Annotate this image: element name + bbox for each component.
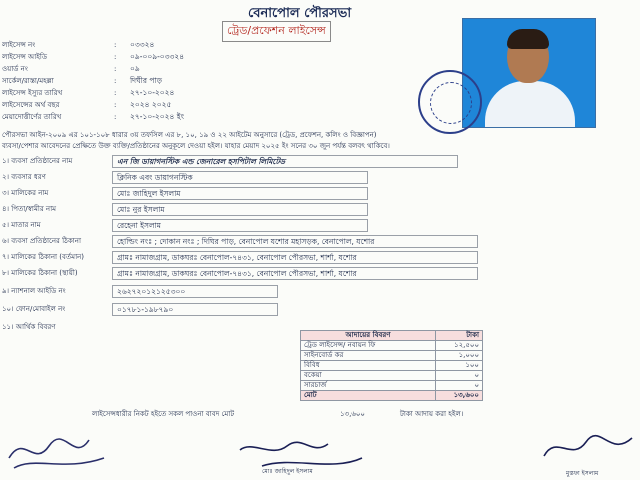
- owner-photo: [462, 18, 596, 128]
- left-signature-icon: [4, 428, 114, 476]
- info-label: ওয়ার্ড নং: [2, 65, 28, 73]
- right-signature-icon: [538, 428, 638, 468]
- table-row: ট্রেড লাইসেন্স/ নবায়ন ফি ১২,৫০০: [301, 341, 483, 351]
- info-label: লাইসেন্স নং: [2, 41, 36, 49]
- legal-statement: [2, 130, 636, 152]
- finance-label: ১১। আর্থিক বিবরণ: [2, 323, 56, 331]
- field-value: রেহেনা ইসলাম: [112, 219, 368, 232]
- license-type-title: ট্রেড/প্রফেশন লাইসেন্স: [222, 21, 331, 42]
- info-label: মেয়াদোত্তীর্ণের তারিখ: [2, 113, 62, 121]
- municipality-seal-icon: [418, 70, 482, 134]
- right-signatory-name: মুস্তফা ইসলাম: [566, 470, 599, 477]
- fee-table: [300, 330, 483, 401]
- fee-header-amount: টাকা: [436, 331, 483, 341]
- legal-line-1: পৌরসভা আইন-২০০৯ এর ১০১-১০৮ ধারার ৩য় তফসিল এর ৮, ১০, ১৯ ও ২২ আইটেম অনুসারে (ট্রেড, প্রফেশন, কলিং ও বিজ্ঞাপন): [2, 131, 377, 139]
- field-label: ৫। মাতার নাম: [2, 221, 41, 229]
- field-label: ৯। ন্যাশনাল আইডি নং: [2, 287, 66, 295]
- info-value: দিঘীর পাড়: [130, 76, 162, 85]
- info-label: সার্কেল/রাস্তা/মহল্লা: [2, 77, 54, 85]
- field-value: গ্রামঃ নামাজগ্রাম, ডাকঘরঃ বেনাপোল-৭৪৩১, বেনাপোল পৌরসভা, শার্শা, যশোর: [112, 267, 478, 280]
- info-value: ২০২৪ ২০২৫: [130, 100, 172, 109]
- legal-line-2: ব্যবসা/পেশার আবেদনের প্রেক্ষিতে উক্ত ব্যক্তি/প্রতিষ্ঠানের অনুকূলে দেওয়া হইল। যাহার মেয়াদ ২০২৫ ইং সনের ৩০ জুন পর্যন্ত বলবৎ থাকিবে।: [2, 142, 390, 150]
- payment-statement: লাইসেন্সধারীর নিকট হইতে সকল পাওনা বাবদ মোট ১৩,৬০০ টাকা আদায় করা হইল।: [92, 410, 464, 418]
- field-value: মোঃ নুর ইসলাম: [112, 203, 368, 216]
- field-value: ক্লিনিক এবং ডায়াগনস্টিক: [112, 171, 368, 184]
- validity-year: ২০২৫: [261, 142, 280, 150]
- payment-total: ১৩,৬০০: [340, 410, 365, 418]
- table-total-row: মোট ১৩,৬০০: [301, 391, 483, 401]
- info-value: ২৭-১০-২০২৪: [130, 88, 175, 97]
- middle-signatory-name: মোঃ জাহিদুল ইসলাম: [262, 468, 313, 475]
- field-value: গ্রামঃ নামাজগ্রাম, ডাকঘরঃ বেনাপোল-৭৪৩১, বেনাপোল পৌরসভা, শার্শা, যশোর: [112, 251, 478, 264]
- field-label: ৩। মালিকের নাম: [2, 189, 49, 197]
- table-row: সারচার্জ ০: [301, 381, 483, 391]
- info-label: লাইসেন্সের অর্থ বছর: [2, 101, 60, 109]
- field-label: ৮। মালিকের ঠিকানা (স্থায়ী): [2, 269, 78, 277]
- field-label: ৭। মালিকের ঠিকানা (বর্তমান): [2, 253, 85, 261]
- municipality-title: বেনাপোল পৌরসভা: [248, 6, 352, 21]
- field-value: মোঃ জাহিদুল ইসলাম: [112, 187, 368, 200]
- field-value: ২৬২৭২০১২১২৫৩০০: [112, 285, 278, 298]
- field-value: ০১৭৮১-১৯৮৭৯০: [112, 303, 278, 316]
- info-value: ২৭-১০-২০২৪ ইং: [130, 112, 184, 121]
- business-name-value: এন জি ডায়াগনস্টিক এন্ড জেনারেল হসপিটাল লিমিটেড: [112, 155, 458, 168]
- info-value: ০৯-০০৯-০৩৩২৪: [130, 52, 185, 61]
- table-row: বিবিধ ১০০: [301, 361, 483, 371]
- table-row: বকেয়া ০: [301, 371, 483, 381]
- info-value: ০৩৩২৪: [130, 40, 155, 49]
- info-label: লাইসেন্স আইডি: [2, 53, 48, 61]
- field-label: ৬। ব্যবসা প্রতিষ্ঠানের ঠিকানা: [2, 237, 81, 245]
- field-label: ৪। পিতা/স্বামীর নাম: [2, 205, 57, 213]
- table-row: সাইনবোর্ড কর ১,০০০: [301, 351, 483, 361]
- table-header-row: [301, 331, 483, 341]
- fee-header-item: আদায়ের বিবরণ: [301, 331, 436, 341]
- field-value: হোল্ডিং নংঃ ; দোকান নংঃ ; দিঘির পাড়, বেনাপোল যশোর মহাসড়ক, বেনাপোল, যশোর: [112, 235, 478, 248]
- info-value: ০৯: [130, 64, 140, 73]
- field-label: ২। ব্যবসার ধরণ: [2, 173, 46, 181]
- field-label: ১। ব্যবসা প্রতিষ্ঠানের নাম: [2, 157, 73, 165]
- field-label: ১০। ফোন/মোবাইল নং: [2, 305, 66, 313]
- info-label: লাইসেন্স ইস্যুর তারিখ: [2, 89, 63, 97]
